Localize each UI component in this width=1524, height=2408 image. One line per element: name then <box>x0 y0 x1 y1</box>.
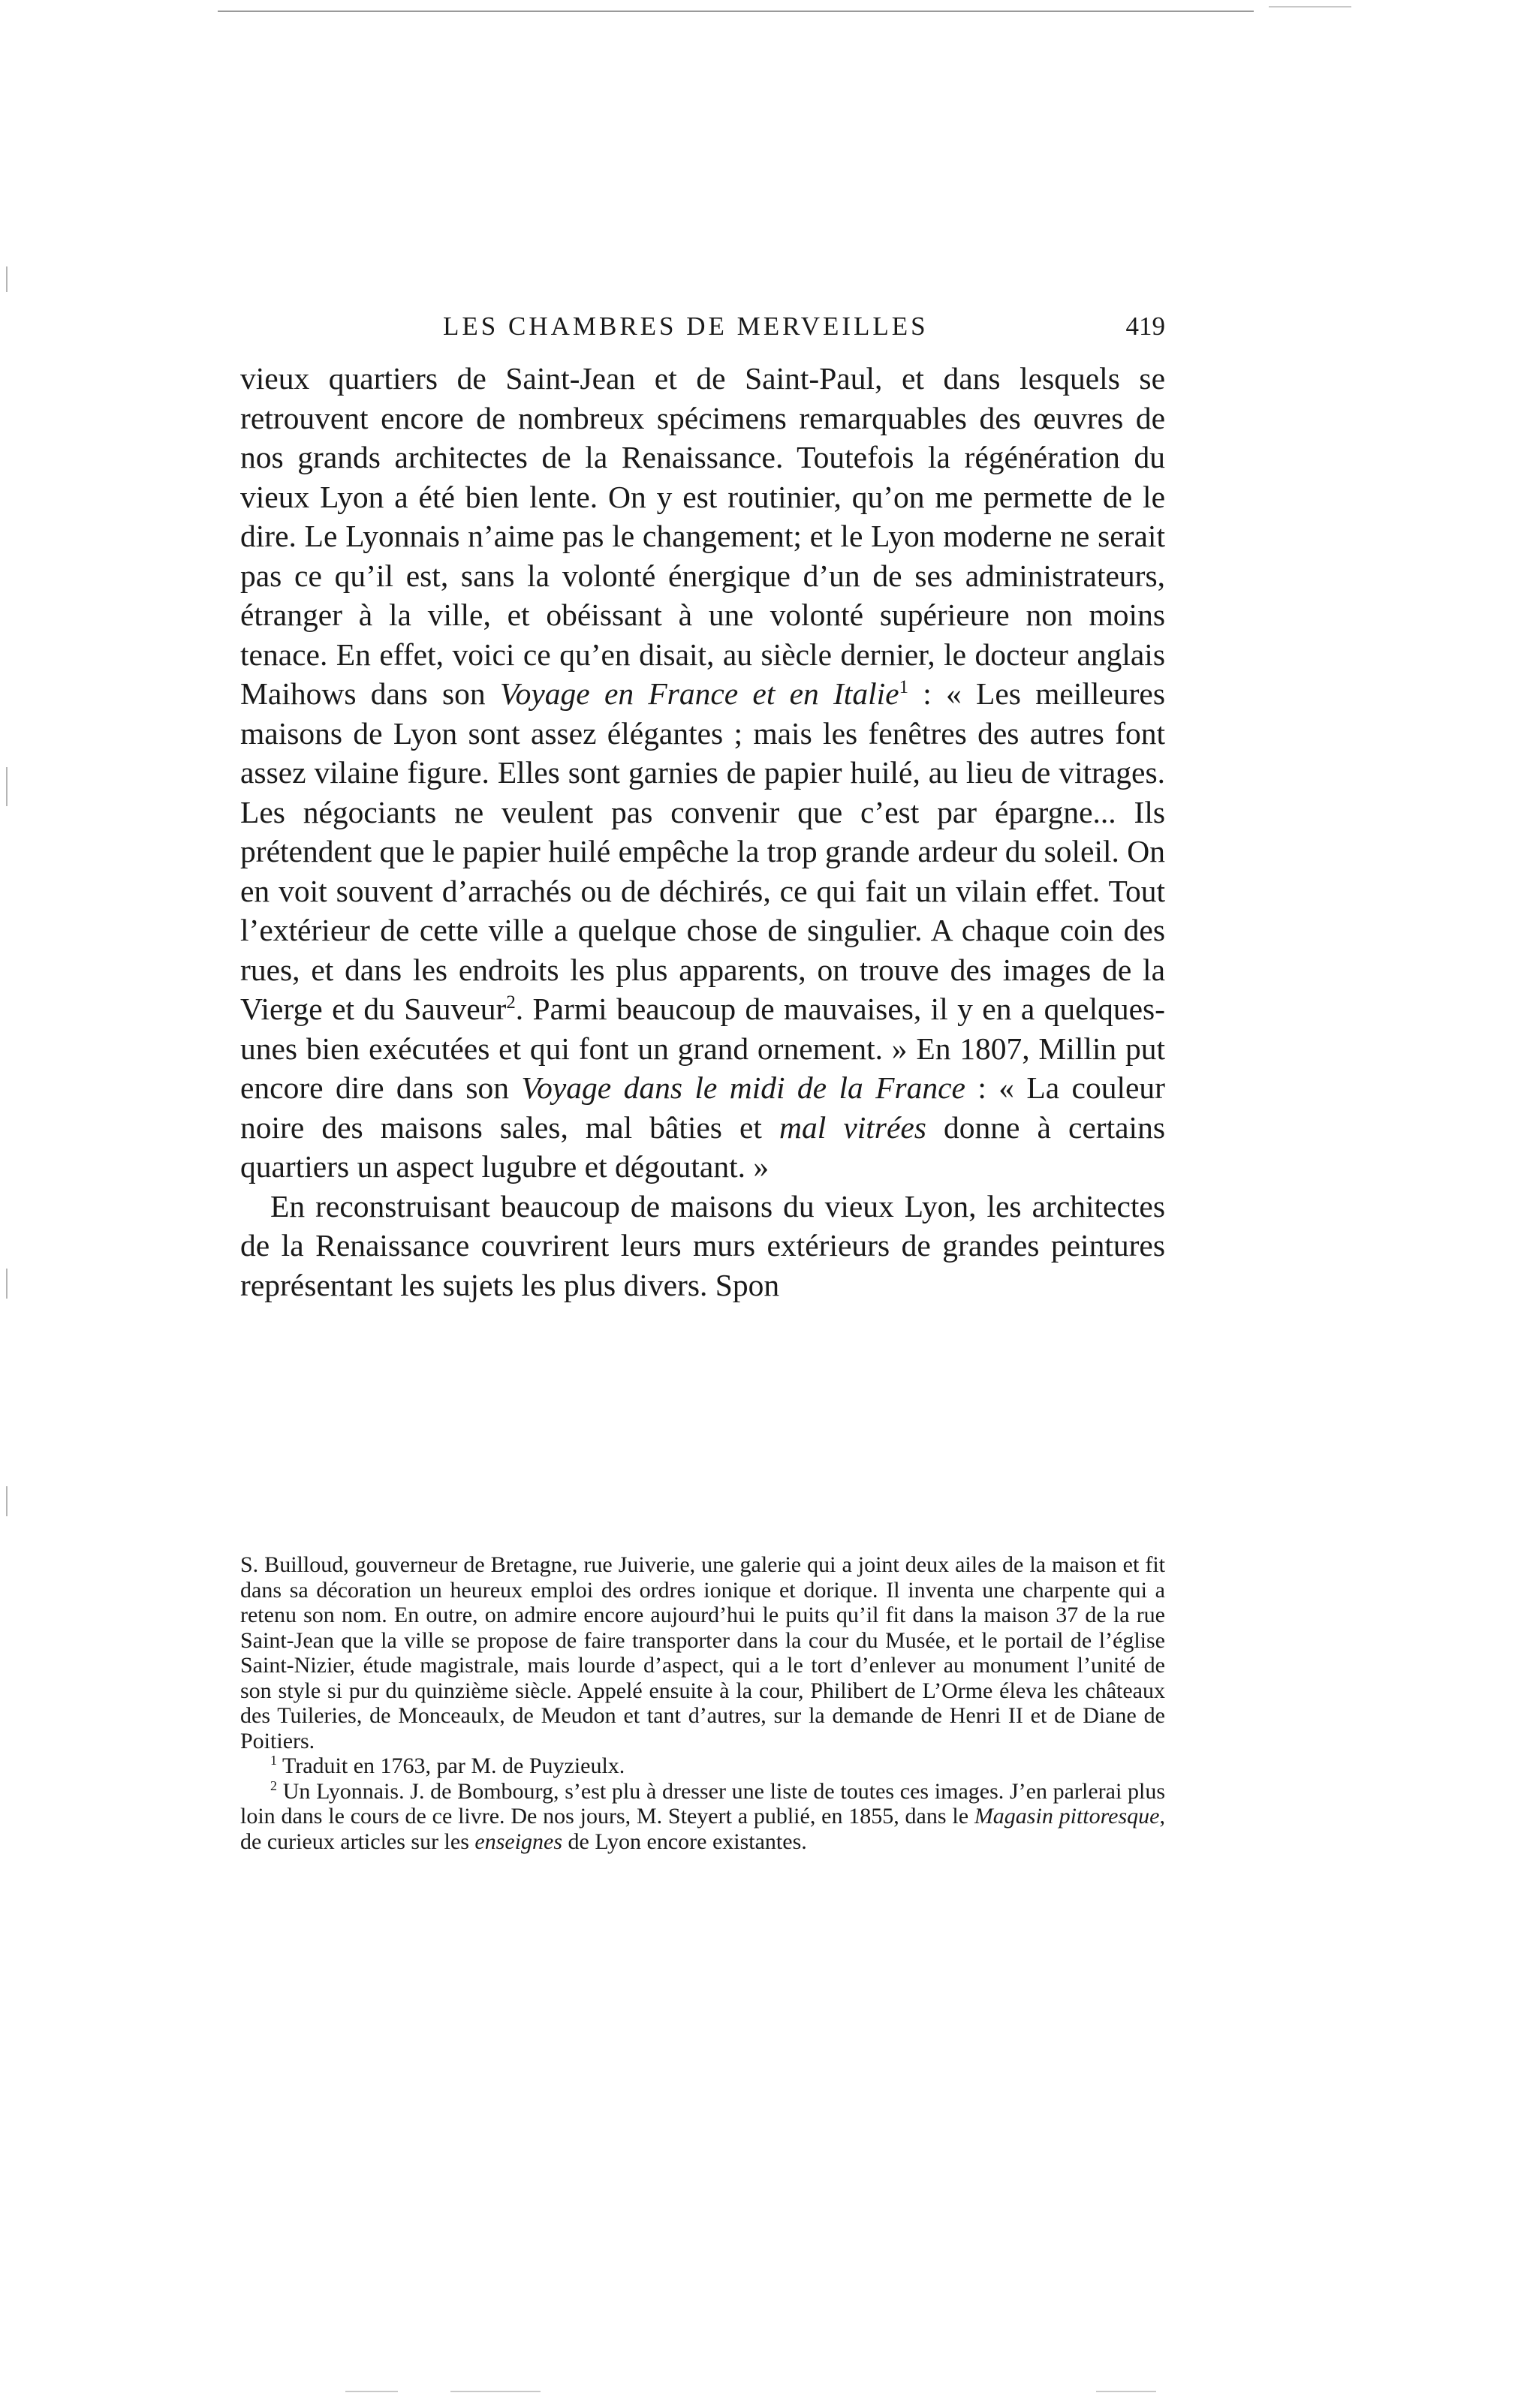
footnote-continuation: S. Builloud, gouverneur de Bretagne, rue Juiverie, une galerie qui a joint deux ailes de la maison et fit dans sa décoration un heureux emploi des ordres ionique et dorique. Il inventa une charpente qui a retenu son nom. En outre, on admire encore aujourd’hui le puits qu’il fit dans la maison 37 de la rue Saint-Jean que la ville se propose de faire transporter dans la cour du Musée, et le portail de l’église Saint-Nizier, étude magistrale, mais lourde d’aspect, qui a le tort d’enlever au monument l’unité de son style si pur du quinzième siècle. Appelé ensuite à la cour, Philibert de L’Orme éleva les châteaux des Tuileries, de Monceaulx, de Meudon et tant d’autres, sur la demande de Henri II et de Diane de Poitiers. <box>240 1552 1165 1753</box>
text-run: . Parmi beaucoup de mauvaises, il y en a quelques-unes bien exécutées et qui font un grand ornement. » En 1807, Millin put encore dire dans son <box>240 992 1166 1105</box>
text-run: , de curieux articles sur les <box>240 1804 1165 1854</box>
scan-margin-mark <box>6 1269 8 1299</box>
footnote-ref: 2 <box>506 992 516 1013</box>
scan-edge-line <box>218 11 1254 12</box>
footnote-2 <box>240 1779 1165 1855</box>
text-run: vieux quartiers de Saint-Jean et de Saint-Paul, et dans lesquels se retrouvent encore de nombreux spécimens remarquables des œuvres de nos grands architectes de la Renaissance. Toutefois la régénération du vieux Lyon a été bien lente. On y est routinier, qu’on me permette de le dire. Le Lyonnais n’aime pas le changement; et le Lyon moderne ne serait pas ce qu’il est, sans la volonté énergique d’un de ses administrateurs, étranger à la ville, et obéissant à une volonté supérieure non moins tenace. En effet, voici ce qu’en disait, au siècle dernier, le docteur anglais Maihows dans son <box>240 361 1165 711</box>
footnote-ref: 1 <box>899 677 909 698</box>
footnotes <box>240 1552 1165 1854</box>
scan-margin-mark <box>6 767 8 806</box>
footnote-marker: 2 <box>270 1777 277 1793</box>
scan-edge-line <box>1096 2391 1156 2392</box>
italic-title: Magasin pittoresque <box>974 1804 1160 1829</box>
body-text <box>240 359 1165 1305</box>
text-run: de Lyon encore existantes. <box>562 1829 807 1854</box>
running-head <box>240 304 1165 349</box>
text-run: donne à certains quartiers un aspect lugubre et dégoutant. » <box>240 1109 1165 1184</box>
running-title: LES CHAMBRES DE MERVEILLES <box>443 312 929 341</box>
page-number: 419 <box>1125 312 1165 341</box>
italic-emphasis: mal vitrées <box>779 1109 926 1145</box>
paragraph: En reconstruisant beaucoup de maisons du vieux Lyon, les architectes de la Renaissance couvrirent leurs murs extérieurs de grandes peintures représentant les sujets les plus divers. Spon <box>240 1188 1165 1302</box>
paragraph <box>240 359 1165 1187</box>
italic-title: Voyage en France et en Italie <box>499 676 899 711</box>
scan-edge-line <box>1269 6 1351 8</box>
text-run: Traduit en 1763, par M. de Puyzieulx. <box>277 1753 625 1778</box>
footnote-1 <box>240 1753 1165 1779</box>
scan-edge-line <box>450 2391 541 2392</box>
scan-edge-line <box>345 2391 398 2392</box>
italic-title: Voyage dans le midi de la France <box>521 1070 965 1105</box>
text-run: Un Lyonnais. J. de Bombourg, s’est plu à dresser une liste de toutes ces images. J’en parlerai plus loin dans le cours de ce livre. De nos jours, M. Steyert a publié, en 1855, dans le <box>240 1778 1165 1829</box>
text-run: : « La couleur noire des maisons sales, mal bâties et <box>240 1070 1165 1145</box>
italic-emphasis: enseignes <box>474 1829 563 1854</box>
scan-margin-mark <box>6 1486 8 1516</box>
scan-margin-mark <box>6 266 8 292</box>
text-run: : « Les meilleures maisons de Lyon sont assez élégantes ; mais les fenêtres des autres font assez vilaine figure. Elles sont garnies de papier huilé, au lieu de vitrages. Les négociants ne veulent pas convenir que c’est par épargne... Ils prétendent que le papier huilé empêche la trop grande ardeur du soleil. On en voit souvent d’arrachés ou de déchirés, ce qui fait un vilain effet. Tout l’extérieur de cette ville a quelque chose de singulier. A chaque coin des rues, et dans les endroits les plus apparents, on trouve des images de la Vierge et du Sauveur <box>240 676 1165 1026</box>
footnote-marker: 1 <box>270 1753 277 1768</box>
